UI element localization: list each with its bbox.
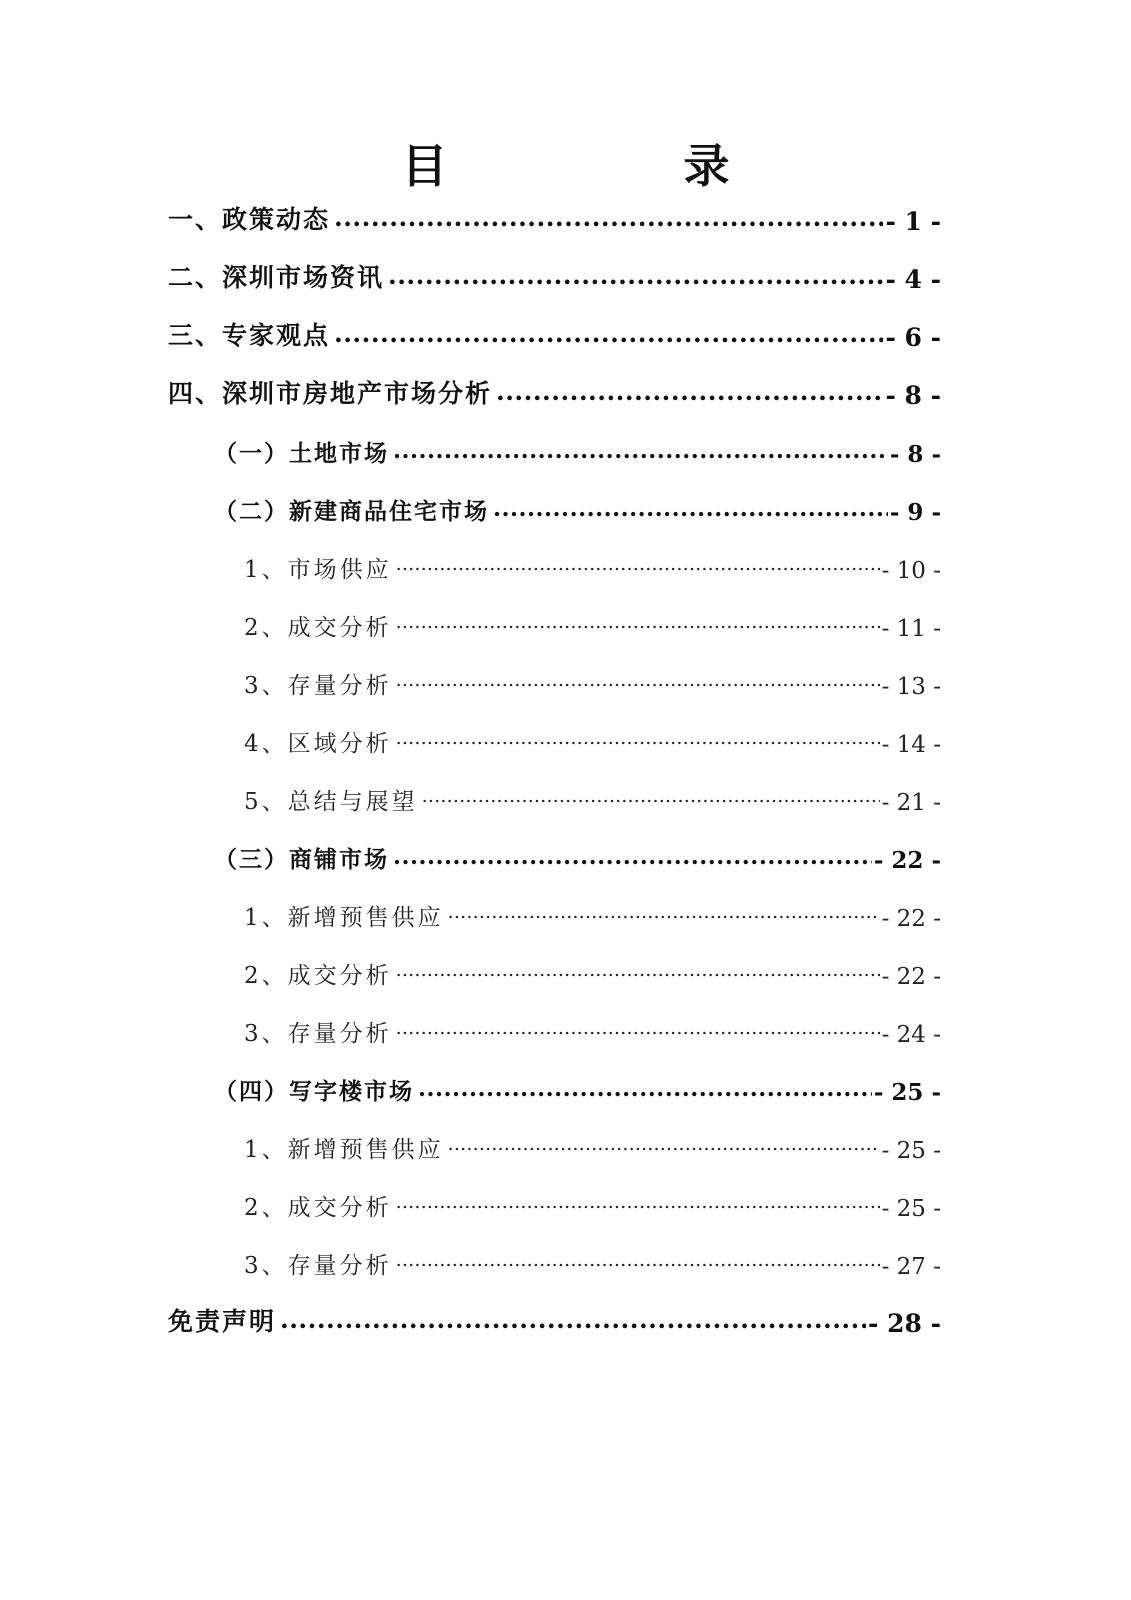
toc-entry-label: 一、政策动态 bbox=[168, 205, 331, 234]
toc-entry[interactable] bbox=[244, 718, 941, 758]
toc-entry-page-number: - 4 - bbox=[885, 265, 941, 294]
toc-entry[interactable] bbox=[244, 1182, 941, 1222]
toc-dot-leader bbox=[334, 205, 883, 230]
toc-entry-page-number: - 24 - bbox=[881, 1022, 941, 1048]
toc-entry-label: 3、存量分析 bbox=[244, 1021, 392, 1047]
toc-entry[interactable] bbox=[168, 254, 941, 294]
toc-entry-page-number: - 8 - bbox=[889, 441, 941, 468]
toc-entry-page-number: - 25 - bbox=[881, 1196, 941, 1222]
toc-entry-label: 2、成交分析 bbox=[244, 963, 392, 989]
toc-entry-page-number: - 1 - bbox=[885, 207, 941, 236]
toc-entry-page-number: - 27 - bbox=[881, 1254, 941, 1280]
toc-entry[interactable] bbox=[168, 196, 941, 236]
toc-dot-leader bbox=[418, 1077, 872, 1100]
toc-dot-leader bbox=[396, 961, 880, 984]
toc-dot-leader bbox=[493, 497, 888, 520]
toc-dot-leader bbox=[280, 1307, 866, 1332]
toc-title: 目 录 bbox=[401, 139, 840, 193]
toc-entry[interactable] bbox=[214, 428, 941, 468]
toc-dot-leader bbox=[422, 787, 880, 810]
toc-entry[interactable] bbox=[214, 1066, 941, 1106]
toc-entry[interactable] bbox=[168, 312, 941, 352]
toc-entry-page-number: - 11 - bbox=[881, 616, 941, 642]
toc-dot-leader bbox=[448, 903, 880, 926]
toc-entry-label: 1、市场供应 bbox=[244, 557, 392, 583]
toc-dot-leader bbox=[396, 1193, 880, 1216]
toc-entry-page-number: - 28 - bbox=[868, 1309, 941, 1338]
toc-entry-label: （三）商铺市场 bbox=[214, 846, 389, 873]
toc-dot-leader bbox=[448, 1135, 880, 1158]
toc-entry-label: 4、区域分析 bbox=[244, 731, 392, 757]
toc-entry-label: 5、总结与展望 bbox=[244, 789, 418, 815]
toc-dot-leader bbox=[393, 439, 888, 462]
toc-entry-label: 1、新增预售供应 bbox=[244, 1137, 444, 1163]
toc-entry[interactable] bbox=[244, 544, 941, 584]
toc-entry-page-number: - 21 - bbox=[881, 790, 941, 816]
toc-entry-label: 2、成交分析 bbox=[244, 615, 392, 641]
toc-entry-page-number: - 14 - bbox=[881, 732, 941, 758]
toc-dot-leader bbox=[396, 613, 880, 636]
toc-entry[interactable] bbox=[244, 892, 941, 932]
toc-entry-label: （四）写字楼市场 bbox=[214, 1078, 414, 1105]
toc-dot-leader bbox=[396, 671, 880, 694]
toc-entry-label: 四、深圳市房地产市场分析 bbox=[168, 379, 493, 408]
toc-dot-leader bbox=[396, 729, 880, 752]
toc-dot-leader bbox=[393, 845, 872, 868]
toc-entry[interactable] bbox=[244, 1240, 941, 1280]
toc-entry-page-number: - 6 - bbox=[885, 323, 941, 352]
toc-entry[interactable] bbox=[244, 1008, 941, 1048]
toc-entry-label: 二、深圳市场资讯 bbox=[168, 263, 385, 292]
toc-entry-label: 免责声明 bbox=[168, 1307, 277, 1336]
toc-entry-page-number: - 22 - bbox=[873, 847, 941, 874]
toc-dot-leader bbox=[396, 555, 880, 578]
toc-entry-label: 3、存量分析 bbox=[244, 673, 392, 699]
toc-dot-leader bbox=[396, 1251, 880, 1274]
toc-entry-label: 3、存量分析 bbox=[244, 1253, 392, 1279]
toc-dot-leader bbox=[388, 263, 883, 288]
toc-entry-label: 三、专家观点 bbox=[168, 321, 331, 350]
toc-entry-page-number: - 22 - bbox=[881, 964, 941, 990]
toc-entry[interactable] bbox=[214, 486, 941, 526]
toc-entry[interactable] bbox=[244, 602, 941, 642]
toc-entry-label: 2、成交分析 bbox=[244, 1195, 392, 1221]
toc-entry-page-number: - 8 - bbox=[885, 381, 941, 410]
toc-entry[interactable] bbox=[244, 950, 941, 990]
toc-entry[interactable] bbox=[244, 660, 941, 700]
toc-entry-label: （一）土地市场 bbox=[214, 440, 389, 467]
toc-entry[interactable] bbox=[168, 1298, 941, 1338]
toc-entry-label: 1、新增预售供应 bbox=[244, 905, 444, 931]
toc-dot-leader bbox=[396, 1019, 880, 1042]
toc-entry[interactable] bbox=[244, 1124, 941, 1164]
toc-entry[interactable] bbox=[214, 834, 941, 874]
toc-entry-page-number: - 25 - bbox=[881, 1138, 941, 1164]
toc-entry-page-number: - 13 - bbox=[881, 674, 941, 700]
toc-entry-page-number: - 25 - bbox=[873, 1079, 941, 1106]
toc-dot-leader bbox=[334, 321, 883, 346]
toc-entry[interactable] bbox=[168, 370, 941, 410]
toc-entry-page-number: - 22 - bbox=[881, 906, 941, 932]
toc-dot-leader bbox=[496, 379, 883, 404]
toc-entry-page-number: - 10 - bbox=[881, 558, 941, 584]
toc-entry-page-number: - 9 - bbox=[889, 499, 941, 526]
toc-entry[interactable] bbox=[244, 776, 941, 816]
toc-entry-label: （二）新建商品住宅市场 bbox=[214, 498, 489, 525]
